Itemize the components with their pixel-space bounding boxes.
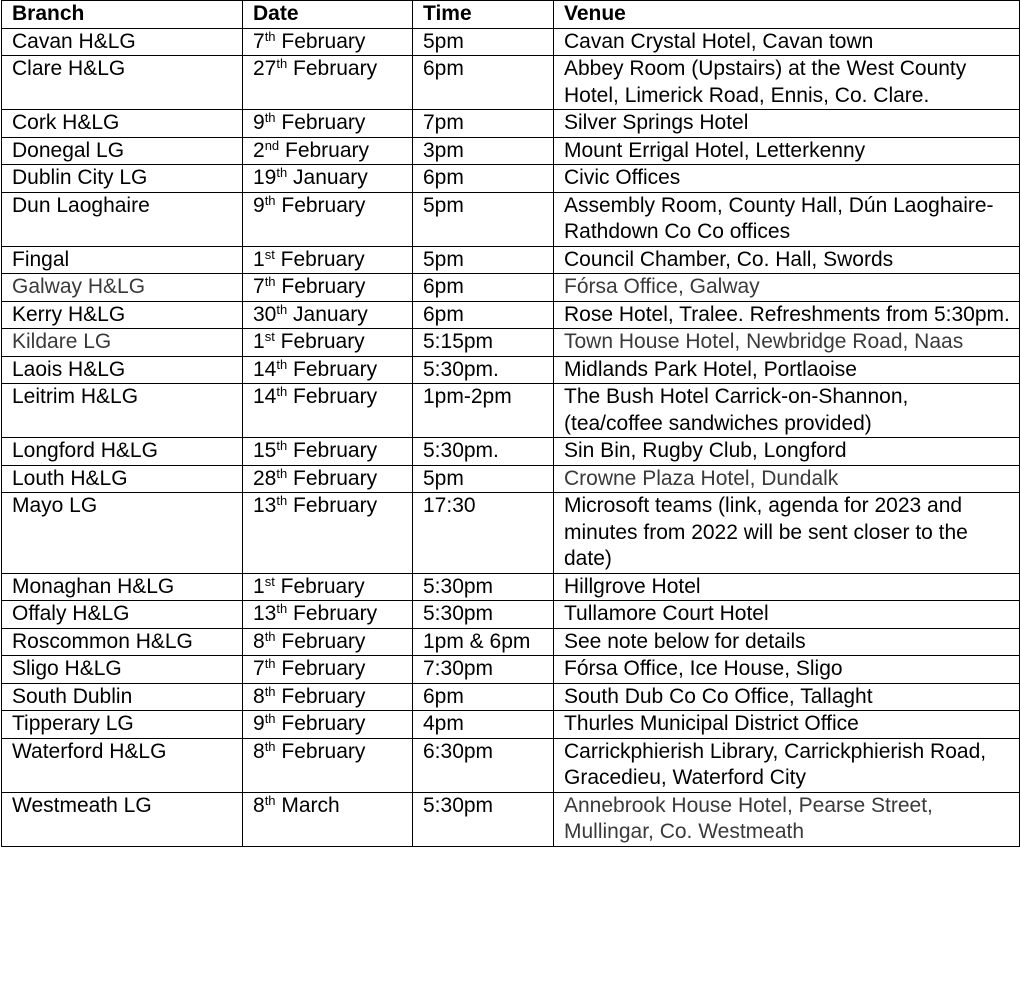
time-value: 5pm (423, 29, 464, 53)
venue-cell (554, 683, 1020, 711)
venue-cell (554, 246, 1020, 274)
venue-text: Rose Hotel, Tralee. Refreshments from 5:30pm. (564, 302, 1010, 326)
venue-cell (554, 711, 1020, 739)
venue-text: Council Chamber, Co. Hall, Swords (564, 247, 894, 271)
branch-name: Donegal LG (12, 138, 125, 162)
branch-name: Galway H&LG (12, 275, 146, 298)
venue-cell (554, 56, 1020, 110)
branch-name: Longford H&LG (12, 439, 158, 462)
time-cell (413, 601, 554, 629)
date-month: February (281, 111, 366, 134)
time-value: 5:15pm (423, 330, 494, 353)
time-value: 6pm (423, 57, 464, 80)
date-suffix: th (264, 110, 276, 125)
time-cell (413, 28, 554, 56)
table-row (2, 738, 1020, 792)
date-month: February (293, 57, 378, 80)
time-cell (413, 493, 554, 574)
date-cell (243, 165, 413, 193)
branch-name: Dun Laoghaire (12, 193, 150, 217)
table-row (2, 465, 1020, 493)
time-cell (413, 738, 554, 792)
venue-text: Fórsa Office, Ice House, Sligo (564, 657, 843, 680)
time-value: 7pm (423, 111, 464, 134)
branch-name: Mayo LG (12, 494, 98, 517)
table-row (2, 656, 1020, 684)
date-suffix: th (276, 56, 288, 71)
venue-cell (554, 274, 1020, 302)
date-month: January (293, 302, 368, 326)
venue-cell (554, 329, 1020, 357)
date-suffix: th (264, 192, 276, 208)
date-cell (243, 738, 413, 792)
date-cell (243, 301, 413, 329)
date-cell (243, 56, 413, 110)
date-day: 15 (253, 439, 277, 462)
header-venue: Venue (554, 1, 1020, 29)
venue-cell (554, 301, 1020, 329)
venue-text: Assembly Room, County Hall, Dún Laoghaire-Rathdown Co Co offices (564, 193, 994, 243)
table-row (2, 683, 1020, 711)
venue-text: Town House Hotel, Newbridge Road, Naas (564, 330, 964, 353)
branch-cell (2, 738, 243, 792)
date-day: 7 (253, 657, 265, 680)
time-value: 5:30pm (423, 793, 494, 817)
venue-cell (554, 165, 1020, 193)
venue-text: Annebrook House Hotel, Pearse Street, Mullingar, Co. Westmeath (564, 793, 933, 843)
branch-cell (2, 438, 243, 466)
branch-cell (2, 192, 243, 246)
time-cell (413, 384, 554, 438)
date-month: January (293, 166, 368, 189)
time-cell (413, 438, 554, 466)
time-cell (413, 274, 554, 302)
date-suffix: th (264, 683, 276, 699)
date-suffix: th (276, 356, 288, 372)
venue-text: Midlands Park Hotel, Portlaoise (564, 357, 857, 381)
date-suffix: th (276, 438, 288, 453)
venue-text: See note below for details (564, 629, 806, 653)
time-value: 7:30pm (423, 657, 494, 680)
time-cell (413, 683, 554, 711)
venue-cell (554, 738, 1020, 792)
branch-name: Cavan H&LG (12, 29, 136, 53)
date-cell (243, 601, 413, 629)
branch-cell (2, 792, 243, 846)
venue-text: Sin Bin, Rugby Club, Longford (564, 439, 847, 462)
branch-cell (2, 628, 243, 656)
header-row (2, 1, 1020, 29)
time-cell (413, 165, 554, 193)
date-day: 14 (253, 385, 277, 408)
date-cell (243, 683, 413, 711)
date-cell (243, 274, 413, 302)
date-day: 1 (253, 574, 265, 598)
date-suffix: th (276, 384, 288, 399)
time-value: 1pm-2pm (423, 385, 512, 408)
table-row (2, 137, 1020, 165)
date-month: February (280, 330, 365, 353)
table-row (2, 438, 1020, 466)
date-day: 19 (253, 166, 277, 189)
time-cell (413, 711, 554, 739)
table-row (2, 56, 1020, 110)
branch-name: Kerry H&LG (12, 302, 126, 326)
time-cell (413, 301, 554, 329)
branch-name: Tipperary LG (12, 712, 134, 735)
table-row (2, 628, 1020, 656)
venue-text: Mount Errigal Hotel, Letterkenny (564, 138, 866, 162)
table-row (2, 493, 1020, 574)
date-suffix: th (276, 465, 288, 481)
date-month: February (281, 712, 366, 735)
date-cell (243, 573, 413, 601)
branch-cell (2, 493, 243, 574)
branch-name: Waterford H&LG (12, 739, 167, 763)
table-row (2, 711, 1020, 739)
date-month: March (281, 793, 340, 817)
date-cell (243, 384, 413, 438)
time-value: 5:30pm. (423, 439, 499, 462)
venue-text: Fórsa Office, Galway (564, 275, 760, 298)
date-cell (243, 110, 413, 138)
venue-text: Civic Offices (564, 166, 681, 189)
branch-name: South Dublin (12, 684, 133, 708)
date-month: February (281, 193, 366, 217)
branch-cell (2, 683, 243, 711)
venue-cell (554, 573, 1020, 601)
branch-name: Dublin City LG (12, 166, 148, 189)
venue-cell (554, 28, 1020, 56)
branch-cell (2, 56, 243, 110)
time-cell (413, 329, 554, 357)
venue-cell (554, 465, 1020, 493)
date-suffix: th (276, 301, 288, 317)
date-month: February (280, 574, 365, 598)
time-cell (413, 656, 554, 684)
venue-text: South Dub Co Co Office, Tallaght (564, 684, 873, 708)
venue-cell (554, 656, 1020, 684)
branch-cell (2, 301, 243, 329)
time-value: 1pm & 6pm (423, 629, 531, 653)
time-cell (413, 465, 554, 493)
date-suffix: th (276, 493, 288, 508)
date-month: February (281, 275, 366, 298)
venue-cell (554, 137, 1020, 165)
date-suffix: nd (264, 137, 280, 153)
branch-cell (2, 110, 243, 138)
header-time: Time (413, 1, 554, 29)
branch-cell (2, 384, 243, 438)
date-suffix: th (276, 165, 288, 180)
date-month: February (293, 385, 378, 408)
time-value: 3pm (423, 138, 464, 162)
date-suffix: th (264, 628, 276, 644)
branch-cell (2, 274, 243, 302)
date-cell (243, 628, 413, 656)
table-row (2, 301, 1020, 329)
date-month: February (285, 138, 370, 162)
branch-name: Laois H&LG (12, 357, 126, 381)
venue-cell (554, 384, 1020, 438)
date-month: February (293, 357, 378, 381)
date-suffix: th (264, 792, 276, 808)
branch-cell (2, 165, 243, 193)
date-month: February (293, 439, 378, 462)
date-month: February (281, 684, 366, 708)
branch-cell (2, 356, 243, 384)
table-row (2, 384, 1020, 438)
date-day: 1 (253, 247, 265, 271)
table-row (2, 356, 1020, 384)
time-cell (413, 192, 554, 246)
time-value: 6pm (423, 166, 464, 189)
venue-cell (554, 792, 1020, 846)
branch-name: Kildare LG (12, 330, 112, 353)
date-suffix: st (264, 573, 275, 589)
branch-name: Westmeath LG (12, 793, 152, 817)
branch-cell (2, 573, 243, 601)
date-day: 14 (253, 357, 277, 381)
table-row (2, 246, 1020, 274)
time-value: 5pm (423, 466, 464, 490)
table-row (2, 573, 1020, 601)
date-cell (243, 656, 413, 684)
date-suffix: th (276, 601, 288, 616)
branch-cell (2, 137, 243, 165)
venue-text: Thurles Municipal District Office (564, 712, 859, 735)
date-suffix: th (264, 28, 276, 44)
date-day: 13 (253, 602, 277, 625)
date-month: February (293, 494, 378, 517)
date-day: 8 (253, 629, 265, 653)
venue-text: Silver Springs Hotel (564, 111, 749, 134)
date-day: 8 (253, 684, 265, 708)
venue-text: Tullamore Court Hotel (564, 602, 769, 625)
branch-name: Offaly H&LG (12, 602, 130, 625)
date-day: 30 (253, 302, 277, 326)
table-row (2, 792, 1020, 846)
branch-cell (2, 329, 243, 357)
time-value: 6pm (423, 275, 464, 298)
venue-text: The Bush Hotel Carrick-on-Shannon, (tea/coffee sandwiches provided) (564, 385, 909, 435)
date-cell (243, 28, 413, 56)
date-month: February (281, 629, 366, 653)
time-cell (413, 246, 554, 274)
time-value: 17:30 (423, 494, 476, 517)
header-date: Date (243, 1, 413, 29)
time-value: 5pm (423, 193, 464, 217)
date-month: February (293, 466, 378, 490)
table-row (2, 28, 1020, 56)
venue-text: Hillgrove Hotel (564, 574, 701, 598)
time-cell (413, 137, 554, 165)
time-value: 5:30pm (423, 574, 494, 598)
branch-name: Fingal (12, 247, 70, 271)
venue-text: Carrickphierish Library, Carrickphierish Road, Gracedieu, Waterford City (564, 739, 987, 789)
header-branch: Branch (2, 1, 243, 29)
time-cell (413, 792, 554, 846)
date-day: 8 (253, 793, 265, 817)
date-month: February (281, 739, 366, 763)
time-value: 5:30pm. (423, 357, 499, 381)
date-day: 27 (253, 57, 277, 80)
venue-text: Microsoft teams (link, agenda for 2023 and minutes from 2022 will be sent closer to the date) (564, 494, 968, 570)
date-cell (243, 711, 413, 739)
date-suffix: st (264, 329, 275, 344)
venue-cell (554, 192, 1020, 246)
table-row (2, 165, 1020, 193)
date-day: 9 (253, 712, 265, 735)
branch-cell (2, 656, 243, 684)
time-cell (413, 56, 554, 110)
venue-text: Cavan Crystal Hotel, Cavan town (564, 29, 874, 53)
date-day: 9 (253, 193, 265, 217)
branch-cell (2, 601, 243, 629)
date-suffix: th (264, 711, 276, 726)
date-cell (243, 137, 413, 165)
time-value: 6:30pm (423, 739, 494, 763)
venue-cell (554, 628, 1020, 656)
time-cell (413, 628, 554, 656)
time-cell (413, 356, 554, 384)
date-cell (243, 329, 413, 357)
date-cell (243, 192, 413, 246)
table-row (2, 329, 1020, 357)
date-cell (243, 493, 413, 574)
date-month: February (293, 602, 378, 625)
table-row (2, 274, 1020, 302)
branch-cell (2, 711, 243, 739)
date-day: 13 (253, 494, 277, 517)
date-suffix: th (264, 738, 276, 754)
date-month: February (281, 657, 366, 680)
date-suffix: st (264, 246, 275, 262)
date-day: 7 (253, 275, 265, 298)
branch-cell (2, 28, 243, 56)
date-cell (243, 792, 413, 846)
venue-text: Crowne Plaza Hotel, Dundalk (564, 466, 839, 490)
branch-cell (2, 465, 243, 493)
venue-text: Abbey Room (Upstairs) at the West County Hotel, Limerick Road, Ennis, Co. Clare. (564, 57, 967, 107)
time-value: 5pm (423, 247, 464, 271)
venue-cell (554, 438, 1020, 466)
date-cell (243, 356, 413, 384)
table-row (2, 192, 1020, 246)
date-cell (243, 438, 413, 466)
date-month: February (281, 29, 366, 53)
branch-name: Sligo H&LG (12, 657, 122, 680)
venue-cell (554, 110, 1020, 138)
date-day: 9 (253, 111, 265, 134)
meetings-table (1, 0, 1020, 847)
time-cell (413, 110, 554, 138)
venue-cell (554, 493, 1020, 574)
date-cell (243, 465, 413, 493)
branch-name: Leitrim H&LG (12, 385, 139, 408)
time-value: 6pm (423, 684, 464, 708)
time-value: 4pm (423, 712, 464, 735)
date-day: 1 (253, 330, 265, 353)
branch-cell (2, 246, 243, 274)
time-cell (413, 573, 554, 601)
table-row (2, 601, 1020, 629)
branch-name: Clare H&LG (12, 57, 126, 80)
branch-name: Monaghan H&LG (12, 574, 175, 598)
date-day: 2 (253, 138, 265, 162)
time-value: 6pm (423, 302, 464, 326)
table-row (2, 110, 1020, 138)
date-month: February (280, 247, 365, 271)
date-cell (243, 246, 413, 274)
date-day: 28 (253, 466, 277, 490)
date-suffix: th (264, 274, 276, 289)
date-suffix: th (264, 656, 276, 671)
branch-name: Cork H&LG (12, 111, 120, 134)
time-value: 5:30pm (423, 602, 494, 625)
branch-name: Louth H&LG (12, 466, 128, 490)
date-day: 8 (253, 739, 265, 763)
branch-name: Roscommon H&LG (12, 629, 193, 653)
date-day: 7 (253, 29, 265, 53)
venue-cell (554, 356, 1020, 384)
venue-cell (554, 601, 1020, 629)
table-body (2, 28, 1020, 846)
